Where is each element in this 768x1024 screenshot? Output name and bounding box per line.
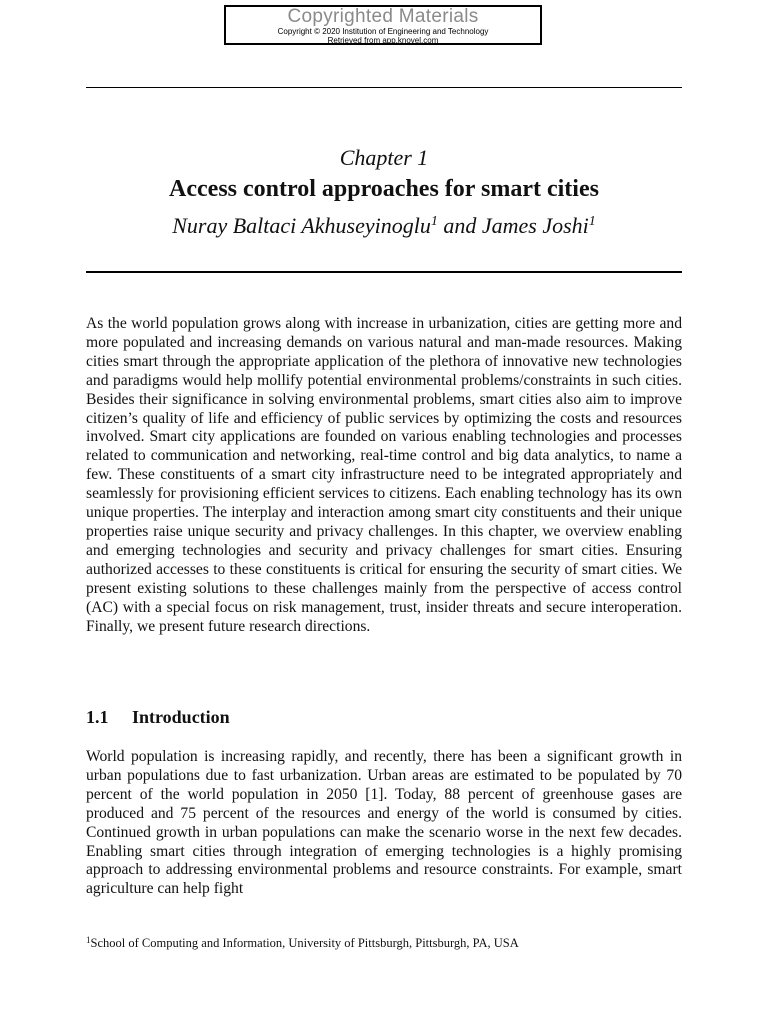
author-affiliation-marker: 1 [588,214,596,229]
footnote-marker: 1 [86,935,91,945]
stamp-copyright-line: Copyright © 2020 Institution of Engineering and Technology [277,27,489,36]
author-line [86,213,682,239]
author-name: Nuray Baltaci Akhuseyinoglu [172,213,431,238]
section-title: Introduction [132,707,230,727]
section-heading [86,707,230,728]
intro-paragraph: World population is increasing rapidly, and recently, there has been a significant growth in urban populations due to fast urbanization. Urban areas are estimated to be populated by 70 percent of the world population in 2050 [1]. Today, 88 percent of greenhouse gases are produced and 75 percent of the resources and energy of the world is consumed by cities. Continued growth in urban populations can make the scenario worse in the next few decades. Enabling smart cities through integration of emerging technologies is a highly promising approach to addressing environmental problems and resource constraints. For example, smart agriculture can help fight [86,748,682,898]
stamp-retrieved-line: Retrieved from app.knovel.com [327,36,439,45]
title-divider [86,271,682,273]
section-number: 1.1 [86,707,109,727]
footnote [86,936,686,951]
copyright-stamp [224,5,542,45]
top-divider [86,87,682,88]
chapter-title: Access control approaches for smart cities [169,176,599,202]
stamp-title: Copyrighted Materials [287,6,479,27]
footnote-text: School of Computing and Information, University of Pittsburgh, Pittsburgh, PA, USA [90,936,519,950]
author-name: James Joshi [481,213,589,238]
author-affiliation-marker: 1 [430,214,438,229]
author-joiner: and [437,213,482,238]
chapter-label: Chapter 1 [339,145,429,170]
abstract-paragraph: As the world population grows along with increase in urbanization, cities are getting more and more populated and increasing demands on various natural and man-made resources. Making cities smart through the appropriate application of the plethora of innovative new technologies and paradigms would help mollify potential environmental problems/constraints in such cities. Besides their significance in solving environmental problems, smart cities also aim to improve citizen’s quality of life and efficiency of public services by optimizing the costs and resources involved. Smart city applications are founded on various enabling technologies and processes related to communication and networking, real-time control and big data analytics, to name a few. These constituents of a smart city infrastructure need to be integrated appropriately and seamlessly for provisioning efficient services to citizens. Each enabling technology has its own unique properties. The interplay and interaction among smart city constituents and their unique properties raise unique security and privacy challenges. In this chapter, we overview enabling and emerging technologies and security and privacy challenges for smart cities. Ensuring authorized accesses to these constituents is critical for ensuring the security of smart cities. We present existing solutions to these challenges mainly from the perspective of access control (AC) with a special focus on risk management, trust, insider threats and secure interoperation. Finally, we present future research directions. [86,315,682,635]
